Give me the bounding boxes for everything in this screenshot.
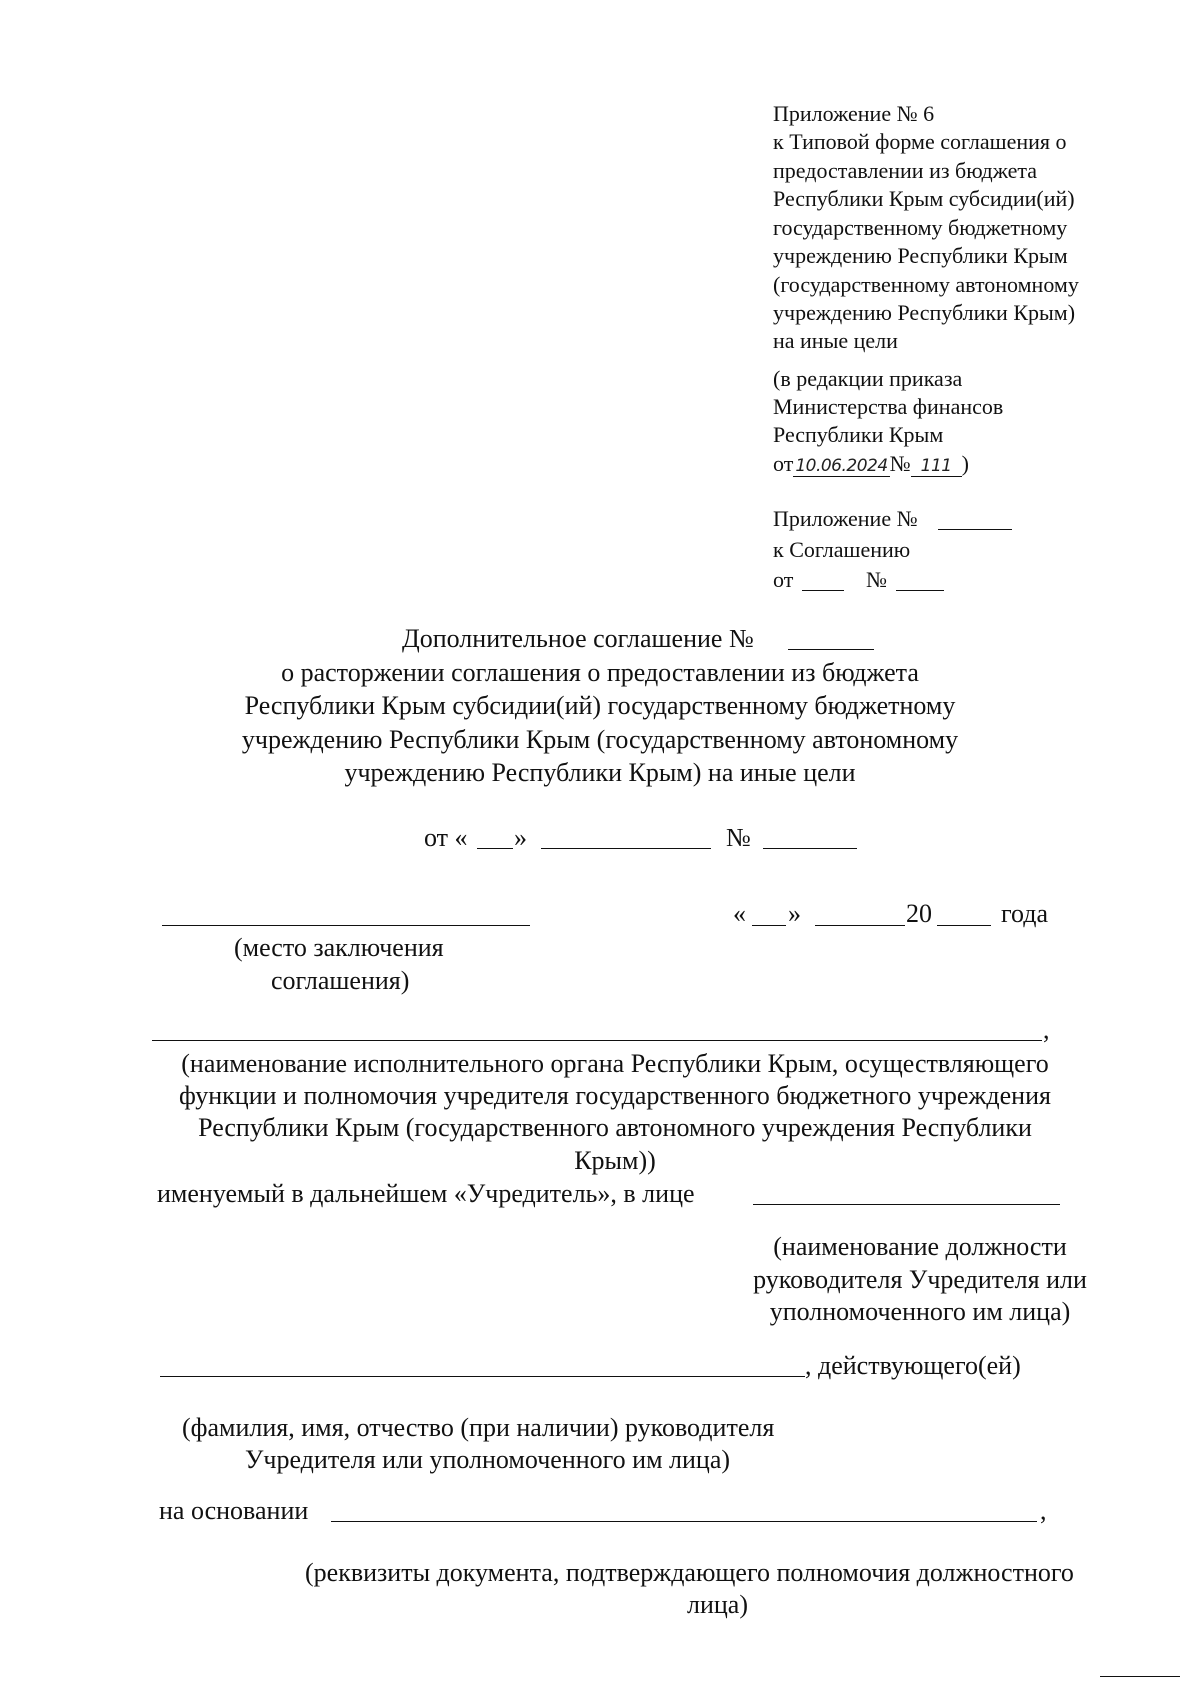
title-line: о расторжении соглашения о предоставлении из бюджета: [281, 658, 919, 687]
handwritten-date: 10.06.2024: [795, 456, 888, 476]
edition-line: Министерства финансов: [773, 394, 1004, 419]
date-from-label: от «: [424, 823, 468, 852]
position-caption: руководителя Учредителя или: [753, 1265, 1087, 1294]
agreement-number-blank[interactable]: [763, 848, 857, 849]
date-quote-close: »: [514, 823, 527, 852]
attachment-agreement-label: к Соглашению: [773, 537, 911, 562]
month-blank[interactable]: [541, 848, 711, 849]
appendix-line: Республики Крым субсидии(ий): [773, 186, 1075, 211]
authority-name-blank[interactable]: [152, 1040, 1042, 1041]
attachment-no-blank[interactable]: [896, 590, 944, 591]
position-blank[interactable]: [753, 1204, 1060, 1205]
basis-document-blank[interactable]: [331, 1521, 1037, 1522]
attachment-number-label: Приложение №: [773, 506, 918, 531]
authority-caption: Республики Крым (государственного автономного учреждения Республики: [198, 1113, 1032, 1142]
title-line: Республики Крым субсидии(ий) государственному бюджетному: [244, 691, 956, 720]
title-number-blank[interactable]: [788, 649, 874, 650]
attachment-from-label: от: [773, 567, 794, 592]
appendix-line: к Типовой форме соглашения о: [773, 129, 1067, 154]
acting-suffix: , действующего(ей): [805, 1351, 1021, 1380]
place-date-day-blank[interactable]: [752, 925, 786, 926]
place-blank[interactable]: [162, 925, 530, 926]
appendix-line: учреждению Республики Крым: [773, 243, 1068, 268]
place-date-quote-open: «: [733, 899, 746, 928]
year-prefix: 20: [906, 899, 932, 928]
appendix-line: Приложение № 6: [773, 101, 935, 126]
year-blank[interactable]: [937, 925, 991, 926]
place-date-month-blank[interactable]: [815, 925, 905, 926]
year-word: года: [1001, 899, 1049, 928]
attachment-date-blank[interactable]: [802, 590, 844, 591]
full-name-caption: Учредителя или уполномоченного им лица): [245, 1445, 731, 1474]
appendix-line: (государственному автономному: [773, 272, 1079, 297]
edition-date-line: [773, 450, 969, 480]
handwritten-number: 111: [911, 456, 962, 477]
authority-caption: функции и полномочия учредителя государственного бюджетного учреждения: [179, 1081, 1051, 1110]
full-name-blank[interactable]: [160, 1376, 805, 1377]
footnote-separator: [1100, 1676, 1180, 1677]
authority-comma: ,: [1043, 1015, 1050, 1044]
basis-label: на основании: [159, 1496, 309, 1525]
title-line: учреждению Республики Крым) на иные цели: [344, 758, 856, 787]
basis-comma: ,: [1040, 1496, 1047, 1525]
attachment-number-blank[interactable]: [938, 529, 1012, 530]
edition-line: (в редакции приказа: [773, 366, 963, 391]
basis-caption: (реквизиты документа, подтверждающего полномочия должностного: [305, 1558, 1074, 1587]
number-label: №: [726, 823, 751, 852]
position-caption: (наименование должности: [773, 1232, 1067, 1261]
title-line: Дополнительное соглашение №: [402, 624, 754, 653]
place-date-quote-close: »: [788, 899, 801, 928]
edition-number-label: №: [889, 451, 911, 476]
day-blank[interactable]: [477, 848, 513, 849]
appendix-line: на иные цели: [773, 328, 898, 353]
appendix-line: государственному бюджетному: [773, 215, 1068, 240]
appendix-line: предоставлении из бюджета: [773, 158, 1038, 183]
full-name-caption: (фамилия, имя, отчество (при наличии) руководителя: [182, 1413, 775, 1442]
named-founder-text: именуемый в дальнейшем «Учредитель», в лице: [157, 1179, 695, 1208]
edition-close: ): [961, 451, 969, 476]
appendix-line: учреждению Республики Крым): [773, 300, 1076, 325]
title-line: учреждению Республики Крым (государственному автономному: [241, 725, 959, 754]
basis-caption: лица): [687, 1590, 749, 1619]
authority-caption: (наименование исполнительного органа Республики Крым, осуществляющего: [181, 1049, 1049, 1078]
attachment-no-label: №: [866, 567, 887, 592]
edition-from-label: от: [773, 451, 794, 476]
place-caption: соглашения): [271, 966, 410, 995]
edition-line: Республики Крым: [773, 422, 944, 447]
place-caption: (место заключения: [234, 933, 444, 962]
position-caption: уполномоченного им лица): [769, 1297, 1071, 1326]
authority-caption: Крым)): [574, 1146, 656, 1175]
